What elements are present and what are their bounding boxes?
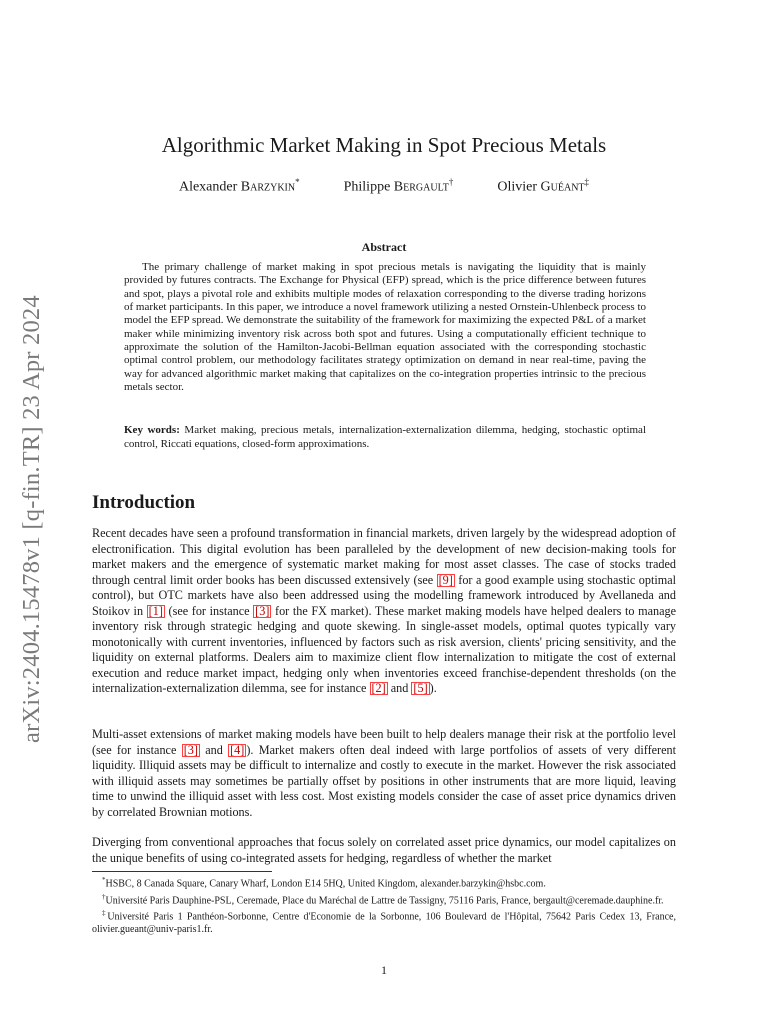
footnote-text: HSBC, 8 Canada Square, Canary Wharf, London E14 5HQ, United Kingdom, alexander.barzykin@hsbc.com. [105, 878, 546, 890]
citation-link[interactable]: [1] [148, 603, 163, 618]
footnote-mark: † [102, 892, 106, 901]
citation-link[interactable]: [2] [371, 681, 386, 695]
footnote-text: Université Paris 1 Panthéon-Sorbonne, Centre d'Economie de la Sorbonne, 106 Boulevard de l'Hôpital, 75642 Paris Cedex 13, France, olivier.gueant@univ-paris1.fr. [92, 911, 676, 935]
author-first-name: Olivier [497, 179, 538, 195]
citation-link[interactable]: [3] [183, 742, 198, 757]
author-last-name: Barzykin [240, 179, 296, 195]
intro-paragraph-3: Diverging from conventional approaches that focus solely on correlated asset price dynamics, our model capitalizes on the unique benefits of using co-integrated assets for hedging, regardless of whether the market [92, 835, 676, 865]
author-list [0, 177, 768, 196]
author-last-name: Guéant [540, 179, 585, 195]
author-first-name: Philippe [343, 179, 391, 195]
abstract-text: The primary challenge of market making in spot precious metals is navigating the liquidity that is mainly provided by futures contracts. The Exchange for Physical (EFP) spread, which is the price difference between futures and spot, plays a pivotal role and exhibits multiple modes of relaxation corresponding to the diverse trading horizons of market participants. In this paper, we introduce a novel framework utilizing a nested Ornstein-Uhlenbeck process to model the EFP spread. We demonstrate the suitability of the framework for maximizing the expected P&L of a market maker while minimizing inventory risk across both spot and futures. Using a computationally efficient technique to approximate the solution of the Hamilton-Jacobi-Bellman equation associated with the corresponding stochastic optimal control problem, our methodology facilitates strategy optimization on demand in near real-time, paving the way for advanced algorithmic market making that capitalizes on the co-integration properties intrinsic to the precious metals sector. [124, 261, 646, 394]
paragraph-text: Recent decades have seen a profound transformation in financial markets, driven largely by the widespread adoption of electronification. This digital evolution has been paralleled by the development of new decision-making tools for market makers and the emergence of systematic market making for most asset classes. The case of stocks traded through central limit order books has been discussed extensively (see [92, 526, 676, 587]
keywords-text: Market making, precious metals, internalization-externalization dilemma, hedging, stochastic optimal control, Riccati equations, closed-form approximations. [124, 424, 646, 450]
citation-link[interactable]: [9] [438, 572, 453, 587]
section-heading-introduction: Introduction [92, 492, 196, 513]
footnotes [92, 874, 676, 936]
footnote-3 [92, 907, 676, 936]
paragraph-text: and [387, 681, 412, 695]
author-1 [179, 177, 300, 196]
author-footnote-mark[interactable]: ‡ [584, 177, 590, 187]
paragraph-text: for the FX market). These market making models have helped dealers to manage inventory risk through strategic hedging and quote skewing. In single-asset models, optimal quotes typically vary monotonically with current inventories, influenced by factors such as risk aversion, clients' pricing sensitivity, and the liquidity on external platforms. Dealers aim to maximize client flow internalization to mitigate the cost of external execution and reduce market impact, hedging only when inventories exceed franchise-dependent thresholds (on the internalization-externalization dilemma, see for instance [92, 603, 677, 695]
footnote-divider [92, 871, 272, 872]
footnote-1 [92, 874, 676, 891]
paragraph-text: (see for instance [164, 603, 254, 618]
arxiv-stamp [14, 265, 48, 745]
arxiv-id: arXiv:2404.15478v1 [q-fin.TR] 23 Apr 2024 [18, 295, 45, 743]
footnote-text: Université Paris Dauphine-PSL, Ceremade, Place du Maréchal de Lattre de Tassigny, 75116 Paris, France, bergault@ceremade.dauphine.fr. [105, 894, 664, 906]
paragraph-text: Multi-asset extensions of market making models have been built to help dealers manage their risk at the portfolio level (see for instance [92, 727, 676, 757]
citation-link[interactable]: [3] [255, 603, 270, 618]
paragraph-text: and [199, 742, 229, 757]
keywords-label: Key words: [124, 424, 180, 436]
author-footnote-mark[interactable]: † [448, 177, 454, 187]
footnote-mark: * [102, 876, 106, 884]
intro-paragraph-2 [92, 727, 676, 820]
paper-title: Algorithmic Market Making in Spot Precious Metals [161, 133, 607, 157]
page-number: 1 [381, 963, 387, 977]
author-2 [344, 177, 454, 196]
author-footnote-mark[interactable]: * [295, 177, 300, 187]
paragraph-text: ). Market makers often deal indeed with large portfolios of assets of very different liquidity. Illiquid assets may be difficult to internalize and costly to execute in the market. However the risk associated with illiquid assets may sometimes be partially offset by positions in other instruments that are more liquid, leaving time to unwind the illiquid asset with less cost. Most existing models consider the case of asset price dynamics driven by correlated Brownian motions. [92, 742, 676, 819]
citation-link[interactable]: [5] [413, 681, 428, 695]
intro-paragraph-1 [92, 526, 676, 697]
footnote-mark: ‡ [102, 909, 108, 918]
author-3 [497, 177, 589, 196]
abstract-heading: Abstract [361, 240, 407, 254]
citation-link[interactable]: [4] [230, 742, 245, 757]
paragraph-text: for a good example using stochastic optimal control), but OTC markets have also been addressed using the modelling framework introduced by Avellaneda and Stoikov in [92, 572, 676, 618]
author-last-name: Bergault [393, 179, 449, 195]
author-first-name: Alexander [178, 179, 238, 195]
footnote-2 [92, 891, 676, 908]
paragraph-text: ). [429, 681, 437, 695]
keywords [124, 424, 646, 451]
